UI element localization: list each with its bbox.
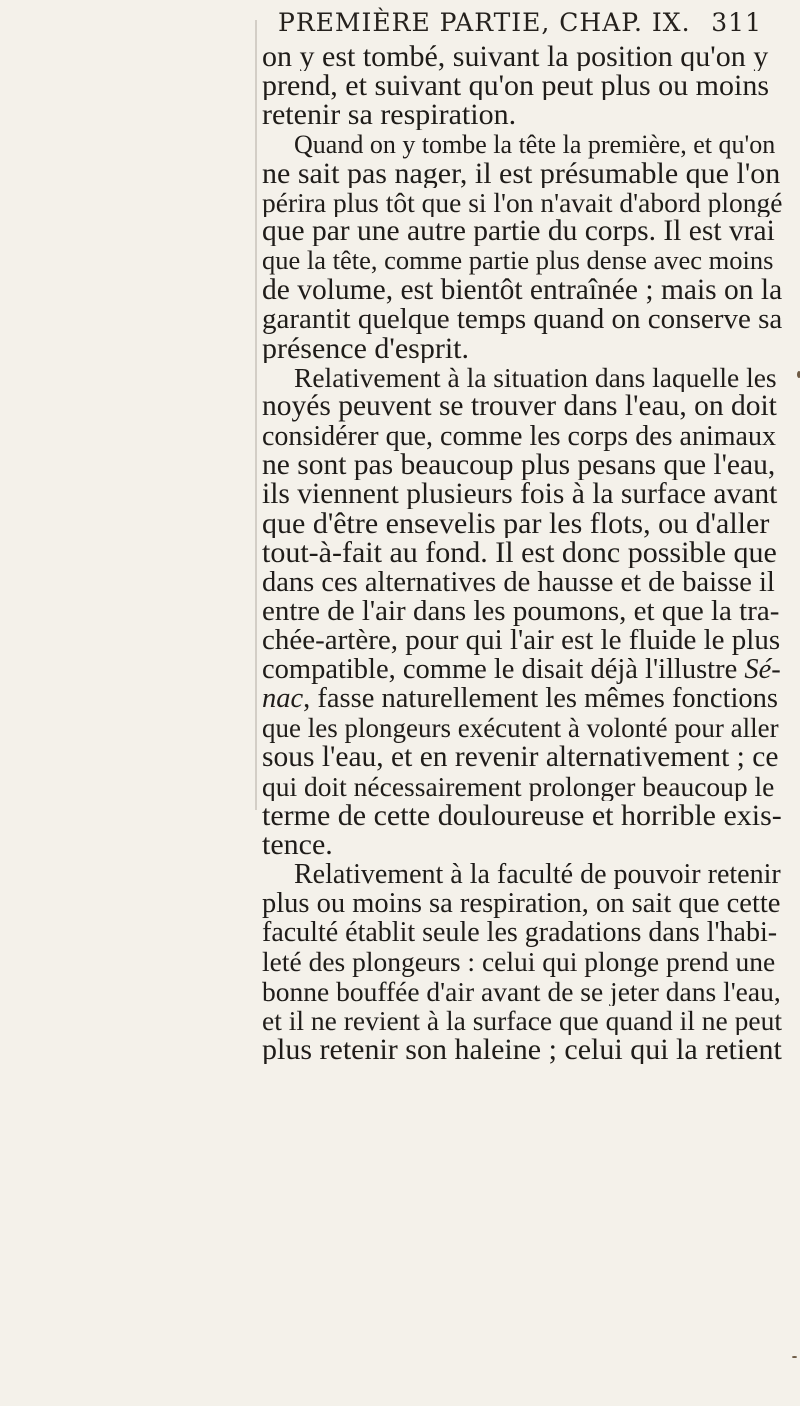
text-line [262,334,782,363]
text-line [262,305,782,334]
text-line [262,743,782,772]
text-line [262,130,782,159]
ink-speck [792,1356,797,1358]
line-text: plus ou moins sa respiration, on sait que cette [262,888,781,919]
line-text: leté des plongeurs : celui qui plonge prend une [262,947,776,977]
text-line [262,684,782,713]
italic-name: Sé- [737,655,781,685]
line-text: qui doit nécessairement prolonger beaucoup le [262,772,775,802]
body-text [262,42,782,1064]
line-text: périra plus tôt que si l'on n'avait d'abord plongé [262,188,782,218]
line-text: ne sont pas beaucoup plus pesans que l'eau, [262,450,776,481]
text-line [262,451,782,480]
page-edge-shadow [255,20,257,810]
line-text: faculté établit seule les gradations dans l'habi- [262,918,778,948]
text-line [262,1006,782,1035]
line-text: on y est tombé, suivant la position qu'on y [262,42,769,72]
text-line [262,655,782,684]
text-line [262,42,782,71]
text-line [262,830,782,859]
line-text: et il ne revient à la surface que quand il ne peut [262,1005,782,1035]
line-text: plus retenir son haleine ; celui qui la retient [262,1034,782,1065]
line-text: ils viennent plusieurs fois à la surface avant [262,480,778,510]
line-text: prend, et suivant qu'on peut plus ou moins [262,71,770,101]
line-text: que la tête, comme partie plus dense avec moins [262,246,774,276]
line-text: Relativement à la faculté de pouvoir retenir [294,859,781,889]
text-line [262,71,782,100]
chapter-title: PREMIÈRE PARTIE, CHAP. IX. [278,8,691,37]
line-text: retenir sa respiration. [262,100,517,130]
line-text: , fasse naturellement les mêmes fonctions [303,684,779,714]
text-line [262,772,782,801]
line-text: chée-artère, pour qui l'air est le fluide le plus [262,626,781,656]
line-text: tence. [262,830,333,860]
text-line [262,918,782,947]
text-line [262,860,782,889]
text-line [262,538,782,567]
line-text: tout-à-fait au fond. Il est donc possible que [262,538,777,568]
text-line [262,363,782,392]
italic-name: nac [262,684,304,714]
text-line [262,714,782,743]
line-text: compatible, comme le disait déjà l'illustre [262,655,738,685]
text-line [262,568,782,597]
text-line [262,480,782,509]
text-line [262,889,782,918]
line-text: de volume, est bientôt entraînée ; mais on la [262,275,782,305]
text-line [262,159,782,188]
text-line [262,217,782,246]
text-line [262,509,782,538]
line-text: noyés peuvent se trouver dans l'eau, on doit [262,392,777,422]
line-text: que les plongeurs exécutent à volonté pour aller [262,713,779,743]
line-text: que d'être ensevelis par les flots, ou d'aller [262,509,770,539]
text-line [262,597,782,626]
text-line [262,947,782,976]
line-text: terme de cette douloureuse et horrible exis- [262,801,782,831]
line-text: bonne bouffée d'air avant de se jeter dans l'eau, [262,976,781,1006]
text-line [262,422,782,451]
line-text: ne sait pas nager, il est présumable que l'on [262,158,781,189]
text-line [262,977,782,1006]
text-line [262,188,782,217]
text-line [262,626,782,655]
line-text: entre de l'air dans les poumons, et que la tra- [262,596,780,627]
line-text: que par une autre partie du corps. Il est vrai [262,217,775,247]
text-line [262,100,782,129]
line-text: Quand on y tombe la tête la première, et qu'on [294,129,776,159]
line-text: garantit quelque temps quand on conserve sa [262,304,782,335]
text-line [262,1035,782,1064]
text-line [262,276,782,305]
page-number: 311 [711,8,762,37]
line-text: sous l'eau, et en revenir alternativement ; ce [262,742,779,773]
text-line [262,801,782,830]
line-text: considérer que, comme les corps des animaux [262,421,776,451]
line-text: présence d'esprit. [262,334,469,364]
line-text: dans ces alternatives de hausse et de baisse il [262,567,775,597]
text-line [262,246,782,275]
text-line [262,392,782,421]
line-text: Relativement à la situation dans laquelle les [294,363,777,393]
